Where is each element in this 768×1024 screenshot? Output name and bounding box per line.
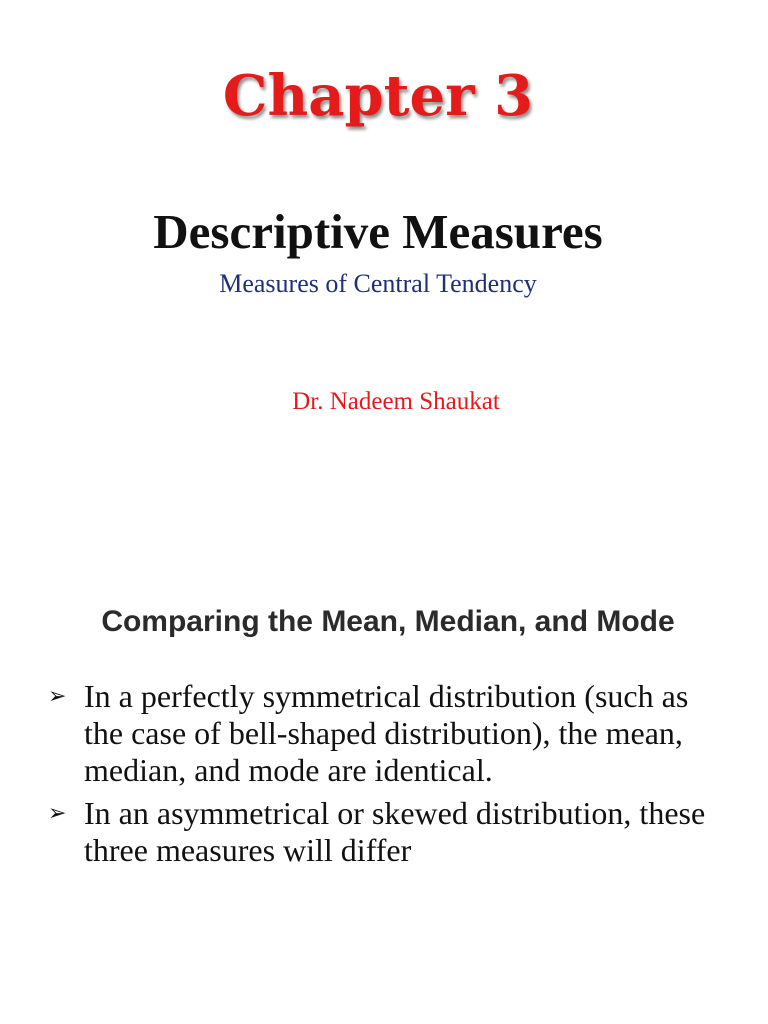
content-slide [0, 560, 768, 1024]
subtitle: Measures of Central Tendency [219, 269, 537, 298]
bullet-text: In an asymmetrical or skewed distribution, these three measures will differ [84, 795, 706, 868]
bullet-list [48, 678, 728, 875]
chapter-title: Chapter 3 [222, 63, 534, 129]
arrow-bullet-icon: ➢ [48, 801, 67, 826]
main-title: Descriptive Measures [153, 204, 603, 259]
section-heading: Comparing the Mean, Median, and Mode [101, 605, 675, 638]
arrow-bullet-icon: ➢ [48, 684, 67, 709]
author-name: Dr. Nadeem Shaukat [292, 388, 500, 415]
bullet-item [48, 795, 728, 869]
bullet-text: In a perfectly symmetrical distribution (such as the case of bell-shaped distribution), the mean, median, and mode are identical. [84, 678, 689, 788]
bullet-item [48, 678, 728, 789]
